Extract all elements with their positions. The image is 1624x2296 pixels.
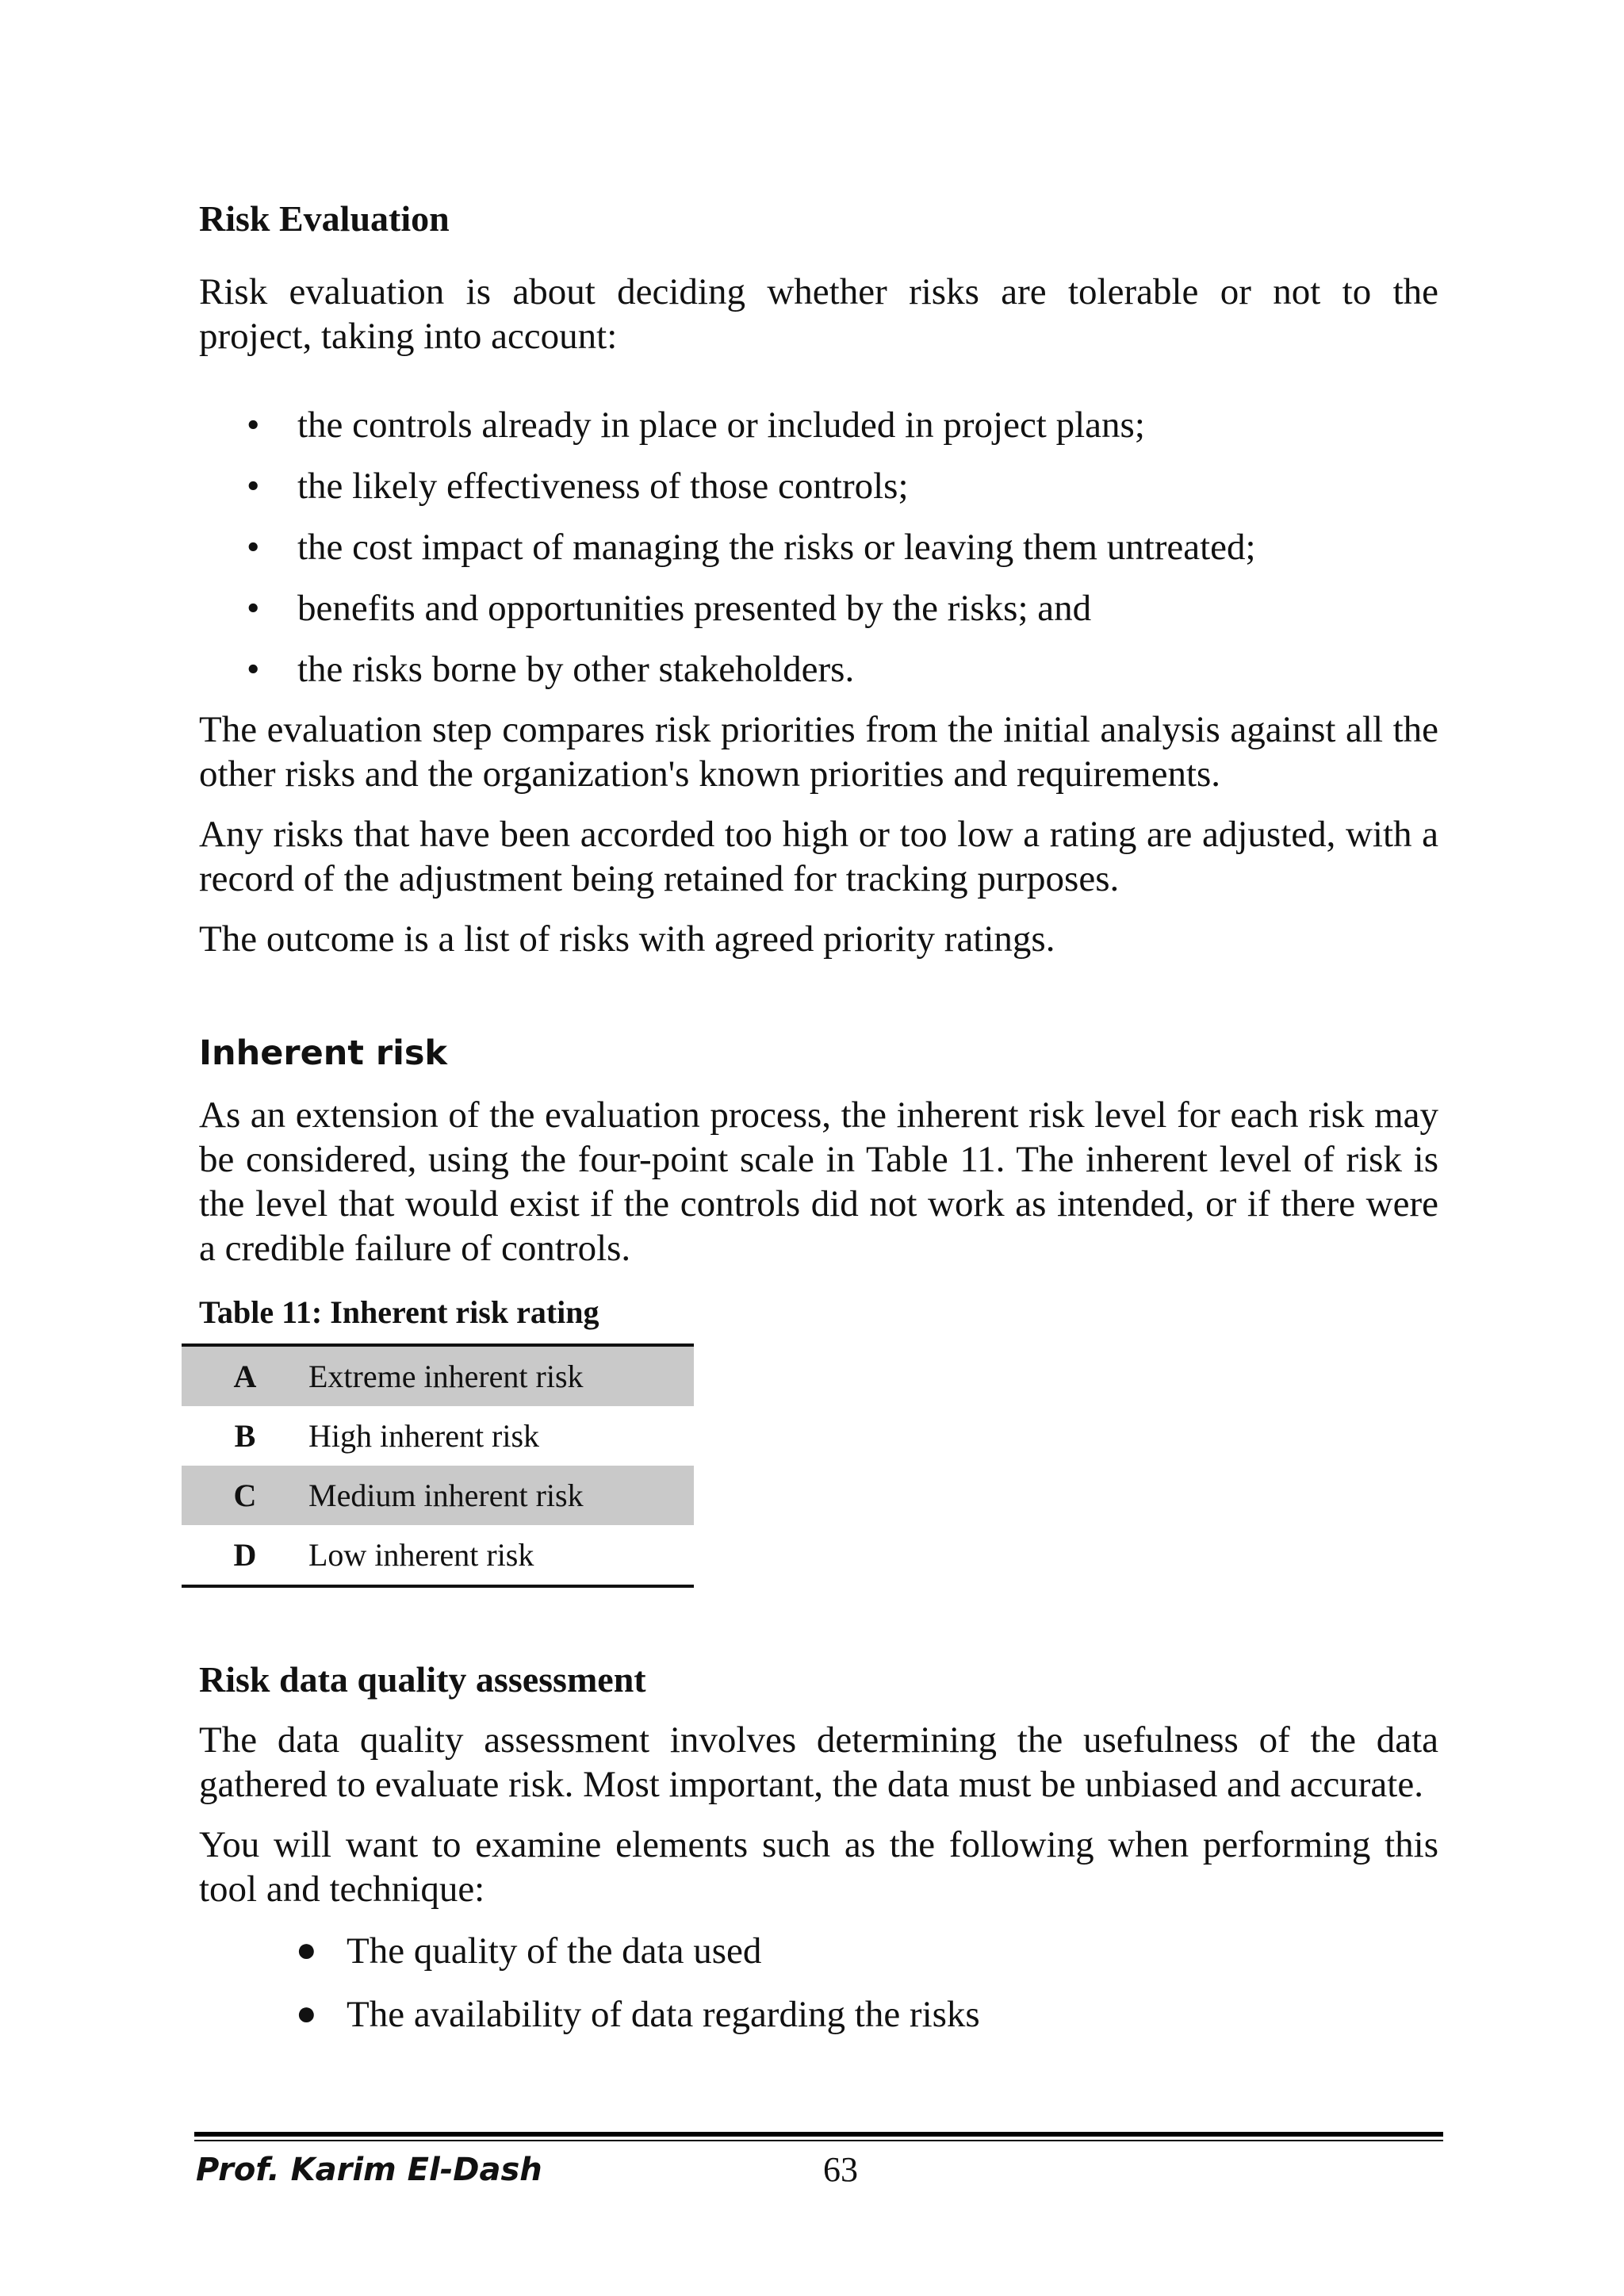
page-number: 63 (823, 2150, 858, 2189)
footer-rule-thin (194, 2140, 1443, 2141)
bullet-icon: ● (296, 1994, 317, 2033)
table-bottom-rule (182, 1585, 694, 1588)
table-cell-label: Low inherent risk (308, 1537, 534, 1573)
table-cell-label: High inherent risk (308, 1418, 540, 1454)
bullet-icon: • (247, 466, 260, 507)
table-cell-label: Extreme inherent risk (308, 1359, 584, 1394)
list-item: • the controls already in place or included in project plans; (247, 404, 1145, 446)
bullet-icon: • (247, 404, 260, 446)
table-row (182, 1406, 694, 1466)
table-cell-code: A (233, 1359, 257, 1394)
data-quality-paragraph-1: The data quality assessment involves determining the usefulness of the data gathered to evaluate risk. Most important, the data must be unbiased and accurate. (199, 1719, 1438, 1805)
list-item: ● The availability of data regarding the risks (199, 1992, 1438, 2037)
footer-author: Prof. Karim El-Dash (196, 2152, 542, 2188)
risk-evaluation-paragraph-2: Any risks that have been accorded too high or too low a rating are adjusted, with a record of the adjustment being retained for tracking purposes. (199, 814, 1438, 899)
risk-evaluation-intro-line2: project, taking into account: (199, 316, 618, 357)
list-item: • the cost impact of managing the risks or leaving them untreated; (247, 527, 1256, 568)
bullet-icon: ● (296, 1930, 317, 1969)
table-cell-code: B (234, 1418, 256, 1454)
data-quality-paragraph-2: You will want to examine elements such as the following when performing this tool and technique: (199, 1824, 1438, 1910)
table-cell-code: C (233, 1478, 257, 1513)
footer-rule-thick (194, 2132, 1443, 2137)
bullet-icon: • (247, 527, 260, 568)
list-item: • the likely effectiveness of those controls; (247, 466, 909, 507)
inherent-risk-table (182, 1347, 694, 1585)
table-caption: Table 11: Inherent risk rating (199, 1294, 599, 1330)
inherent-risk-paragraph: As an extension of the evaluation process, the inherent risk level for each risk may be considered, using the four-point scale in Table 11. The inherent level of risk is the level that would exist if the controls did not work as intended, or if there were a credible failure of controls. (199, 1094, 1438, 1269)
section-heading-inherent-risk: Inherent risk (199, 1033, 448, 1073)
table-row (182, 1525, 694, 1585)
list-item: ● The quality of the data used (199, 1929, 1438, 1973)
risk-evaluation-bullet-list (199, 403, 1438, 692)
data-quality-bullet-list (199, 1929, 1438, 2037)
section-heading-data-quality: Risk data quality assessment (199, 1659, 646, 1700)
risk-evaluation-paragraph-1: The evaluation step compares risk priorities from the initial analysis against all the other risks and the organization's known priorities and requirements. (199, 709, 1438, 795)
bullet-icon: • (247, 649, 260, 690)
table-cell-code: D (233, 1537, 257, 1573)
risk-evaluation-paragraph-3: The outcome is a list of risks with agreed priority ratings. (199, 918, 1055, 960)
list-item: • benefits and opportunities presented by the risks; and (247, 588, 1092, 629)
section-heading-risk-evaluation: Risk Evaluation (199, 198, 450, 239)
table-row (182, 1347, 694, 1406)
risk-evaluation-intro-line1: Risk evaluation is about deciding whether risks are tolerable or not to the (199, 271, 1438, 312)
page-content (199, 189, 1438, 2037)
table-row (182, 1466, 694, 1525)
list-item: • the risks borne by other stakeholders. (247, 649, 855, 690)
table-cell-label: Medium inherent risk (308, 1478, 584, 1513)
bullet-icon: • (247, 588, 260, 629)
